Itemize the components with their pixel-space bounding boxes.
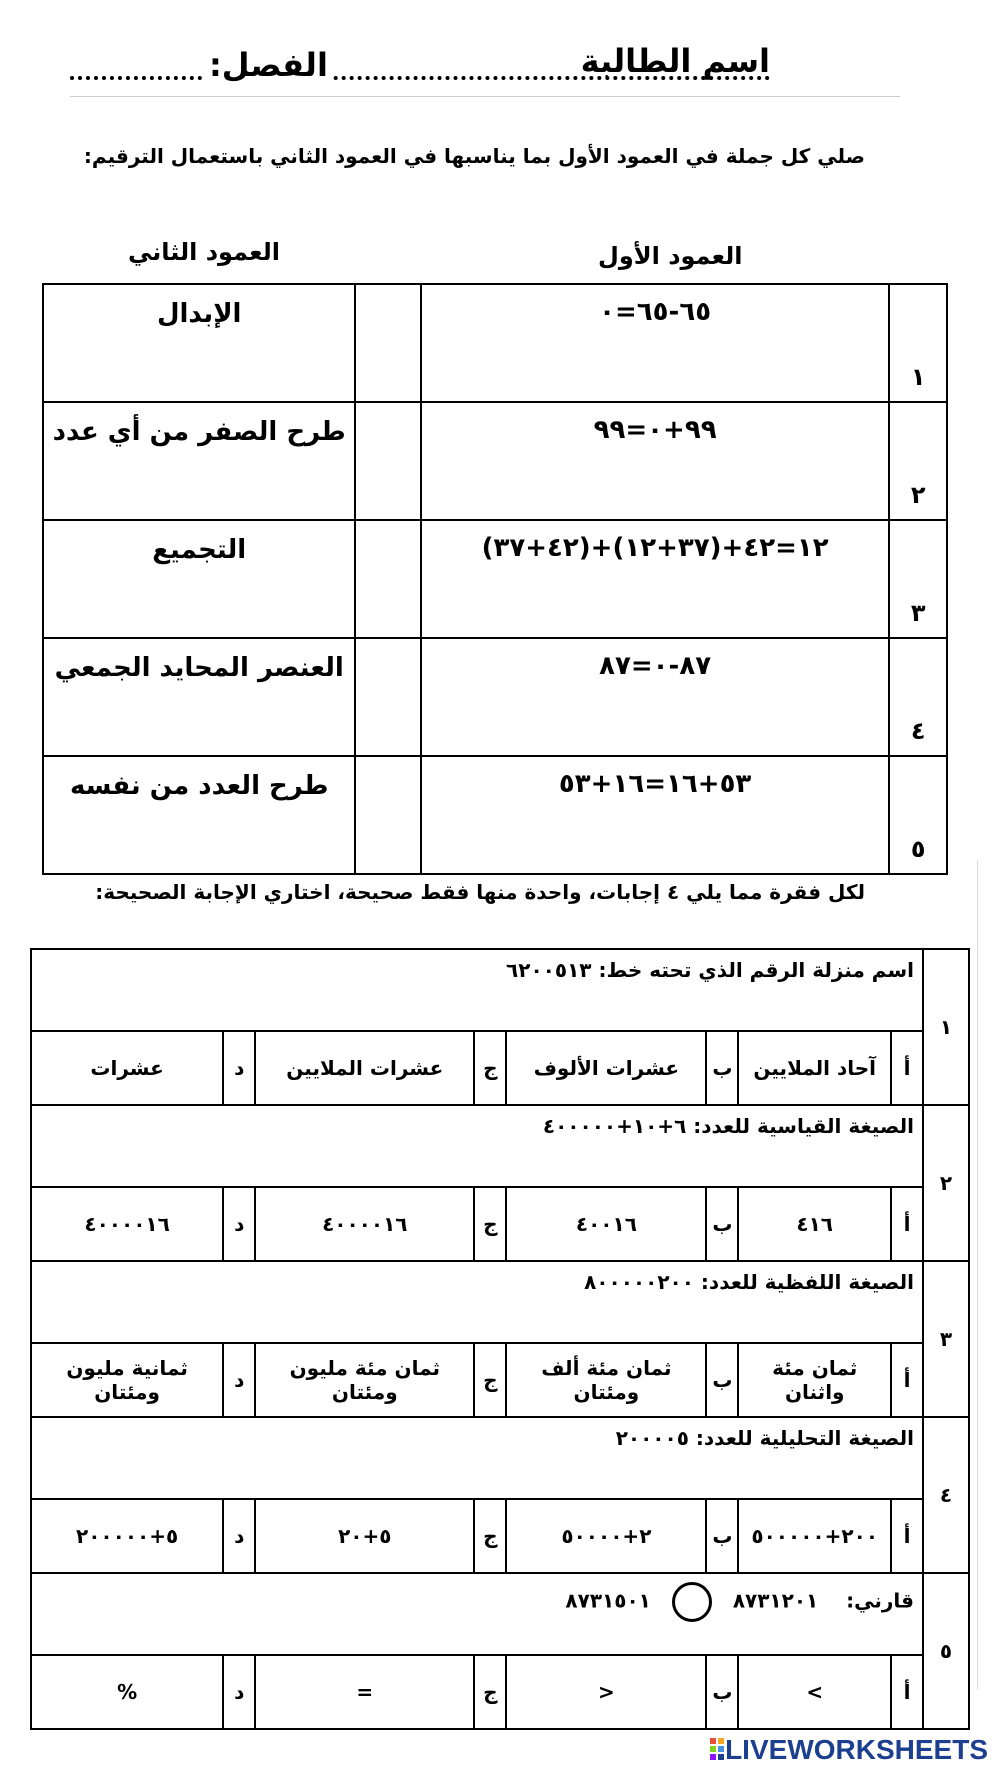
matching-row	[43, 756, 947, 874]
question-prompt-cell	[31, 949, 923, 1031]
class-label: الفصل:	[205, 46, 332, 84]
option-0[interactable]: ثمان مئة واثنان	[738, 1343, 891, 1417]
multiple-choice-table	[30, 948, 970, 1730]
section1-instruction: صلي كل جملة في العمود الأول بما يناسبها في العمود الثاني باستعمال الترقيم:	[83, 144, 865, 168]
option-letter: ج	[474, 1499, 506, 1573]
question-prompt: اسم منزلة الرقم الذي تحته خط: ٦٢٠٠٥١٣	[506, 958, 914, 982]
option-letter: ب	[706, 1031, 738, 1105]
option-letter: د	[223, 1343, 255, 1417]
options-row	[31, 1655, 969, 1729]
comparison-circle-input[interactable]	[672, 1582, 712, 1622]
option-0[interactable]: >	[738, 1655, 891, 1729]
numbering-input-cell[interactable]	[355, 756, 421, 874]
row-number: ٢	[889, 402, 947, 520]
option-2[interactable]: =	[255, 1655, 474, 1729]
option-letter: د	[223, 1499, 255, 1573]
question-prompt-cell	[31, 1261, 923, 1343]
question-number: ٤	[923, 1417, 969, 1573]
option-0[interactable]: ٢٠٠+٥٠٠٠٠٠	[738, 1499, 891, 1573]
question-prompt-cell	[31, 1417, 923, 1499]
numbering-input-cell[interactable]	[355, 520, 421, 638]
question-number: ٢	[923, 1105, 969, 1261]
compare-left-number: ٨٧٣١٢٠١	[732, 1588, 819, 1613]
numbering-input-cell[interactable]	[355, 284, 421, 402]
question-prompt-cell	[31, 1573, 923, 1655]
option-letter: ب	[706, 1343, 738, 1417]
section2-instruction: لكل فقرة مما يلي ٤ إجابات، واحدة منها فقط صحيحة، اختاري الإجابة الصحيحة:	[95, 880, 865, 904]
question-prompt: الصيغة اللفظية للعدد: ٨٠٠٠٠٠٢٠٠	[584, 1270, 914, 1294]
column-second-heading: العمود الثاني	[128, 238, 280, 266]
option-letter: ب	[706, 1499, 738, 1573]
question-prompt-cell	[31, 1105, 923, 1187]
option-letter: ج	[474, 1343, 506, 1417]
option-3[interactable]: ٤٠٠٠٠١٦	[31, 1187, 223, 1261]
option-1[interactable]: <	[506, 1655, 706, 1729]
question-row	[31, 1573, 969, 1655]
row-number: ١	[889, 284, 947, 402]
question-row	[31, 1417, 969, 1499]
question-number: ٥	[923, 1573, 969, 1729]
header-divider	[70, 96, 900, 97]
row-number: ٥	[889, 756, 947, 874]
option-letter: ج	[474, 1031, 506, 1105]
option-0[interactable]: آحاد الملايين	[738, 1031, 891, 1105]
matching-row	[43, 284, 947, 402]
options-row	[31, 1499, 969, 1573]
option-letter: أ	[891, 1655, 923, 1729]
option-letter: ب	[706, 1187, 738, 1261]
question-row	[31, 1105, 969, 1187]
option-2[interactable]: ٥+٢٠	[255, 1499, 474, 1573]
option-0[interactable]: ٤١٦	[738, 1187, 891, 1261]
option-letter: أ	[891, 1031, 923, 1105]
column-first-heading: العمود الأول	[598, 242, 743, 270]
option-2[interactable]: عشرات الملايين	[255, 1031, 474, 1105]
row-number: ٣	[889, 520, 947, 638]
answer-cell: طرح العدد من نفسه	[43, 756, 355, 874]
option-1[interactable]: ثمان مئة ألف ومئتان	[506, 1343, 706, 1417]
matching-row	[43, 520, 947, 638]
equation-cell: ٩٩+٠=٩٩	[421, 402, 889, 520]
option-1[interactable]: ٤٠٠١٦	[506, 1187, 706, 1261]
option-3[interactable]: %	[31, 1655, 223, 1729]
option-2[interactable]: ثمان مئة مليون ومئتان	[255, 1343, 474, 1417]
question-row	[31, 1261, 969, 1343]
option-letter: أ	[891, 1343, 923, 1417]
question-number: ١	[923, 949, 969, 1105]
option-3[interactable]: عشرات	[31, 1031, 223, 1105]
answer-cell: الإبدال	[43, 284, 355, 402]
option-letter: د	[223, 1655, 255, 1729]
matching-row	[43, 638, 947, 756]
answer-cell: العنصر المحايد الجمعي	[43, 638, 355, 756]
options-row	[31, 1187, 969, 1261]
option-letter: ج	[474, 1655, 506, 1729]
numbering-input-cell[interactable]	[355, 402, 421, 520]
options-row	[31, 1343, 969, 1417]
option-letter: ج	[474, 1187, 506, 1261]
question-row	[31, 949, 969, 1031]
numbering-input-cell[interactable]	[355, 638, 421, 756]
equation-cell: ٦٥-٦٥=٠	[421, 284, 889, 402]
matching-row	[43, 402, 947, 520]
option-letter: ب	[706, 1655, 738, 1729]
matching-table	[42, 283, 948, 875]
option-3[interactable]: ٥+٢٠٠٠٠٠	[31, 1499, 223, 1573]
question-prompt: الصيغة القياسية للعدد: ٦+١٠+٤٠٠٠٠٠	[542, 1114, 914, 1138]
option-letter: أ	[891, 1499, 923, 1573]
equation-cell: (٤٢+٣٧)+١٢=٤٢+(٣٧+١٢)	[421, 520, 889, 638]
options-row	[31, 1031, 969, 1105]
answer-cell: طرح الصفر من أي عدد	[43, 402, 355, 520]
option-letter: د	[223, 1031, 255, 1105]
student-name-label: اسم الطالبة	[580, 42, 770, 80]
compare-label: قارني:	[846, 1588, 914, 1613]
option-1[interactable]: عشرات الألوف	[506, 1031, 706, 1105]
answer-cell: التجميع	[43, 520, 355, 638]
option-2[interactable]: ٤٠٠٠٠١٦	[255, 1187, 474, 1261]
row-number: ٤	[889, 638, 947, 756]
option-1[interactable]: ٢+٥٠٠٠٠	[506, 1499, 706, 1573]
equation-cell: ٨٧-٠=٨٧	[421, 638, 889, 756]
brand-name: LIVEWORKSHEETS	[725, 1734, 988, 1765]
equation-cell: ٥٣+١٦=١٦+٥٣	[421, 756, 889, 874]
compare-right-number: ٨٧٣١٥٠١	[565, 1588, 651, 1613]
option-letter: د	[223, 1187, 255, 1261]
page-edge-line	[977, 860, 978, 1690]
option-3[interactable]: ثمانية مليون ومئتان	[31, 1343, 223, 1417]
question-number: ٣	[923, 1261, 969, 1417]
option-letter: أ	[891, 1187, 923, 1261]
question-prompt: الصيغة التحليلية للعدد: ٢٠٠٠٠٥	[615, 1426, 914, 1450]
